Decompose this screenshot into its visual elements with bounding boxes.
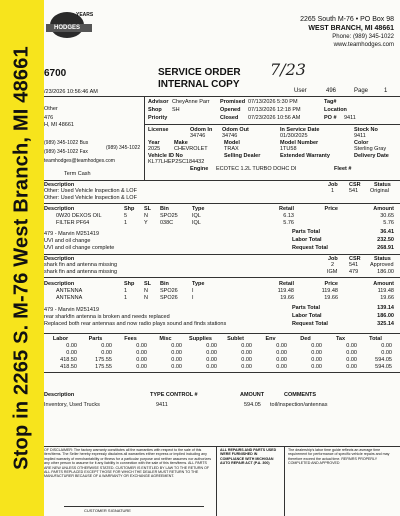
totals-cell: 0.00	[241, 343, 252, 349]
totals-cell: 594.05	[375, 357, 392, 363]
parts-header-cell: Amount	[373, 206, 394, 212]
totals-cell: 0.00	[241, 350, 252, 356]
totals-cell: 0.00	[101, 350, 112, 356]
totals-cell: 0.00	[136, 343, 147, 349]
parts-header-cell: Retail	[279, 206, 294, 212]
totals-header-cell: Ded	[300, 336, 311, 342]
parts-cell: 19.66	[324, 295, 338, 301]
parts-cell: 30.65	[380, 213, 394, 219]
totals-cell: 0.00	[171, 350, 182, 356]
totals-cell: 0.00	[206, 350, 217, 356]
totals-header-cell: Fees	[124, 336, 137, 342]
totals-header-cell: Total	[369, 336, 382, 342]
parts-cell: N	[144, 288, 148, 294]
totals-cell: 0.00	[206, 357, 217, 363]
promo-banner-text: Stop in 2265 S. M-76 West Branch, MI 48661	[10, 46, 33, 470]
parts-header-cell: Type	[192, 206, 205, 212]
totals-cell: 0.00	[276, 357, 287, 363]
totals-cell: 0.00	[346, 350, 357, 356]
dealer-phone: Phone: (989) 345-1022	[332, 34, 394, 40]
parts-header-cell: SL	[144, 281, 152, 287]
totals-cell: 0.00	[311, 357, 322, 363]
parts-cell: I	[192, 295, 194, 301]
totals-header-cell: Labor	[52, 336, 69, 342]
parts-header-cell: Shp	[124, 206, 135, 212]
parts-cell: 119.48	[321, 288, 338, 294]
service-order-sheet: YEARS HODGES 2265 South M-76 • PO Box 98 WEST BRANCH, MI 48661 Phone: (989) 345-1022 www.teamhodges.com 6700 SERVICE ORDER INTERNAL COPY 7/23 User 496 Page 1 /23/2026 10:56:46 AM Other 476 H, MI 48661 (989) 345-1022 Bus (989) 345-1022 (989) 345-1022 Fax teamhodges@teamhodges.com Term Cash Advisor CheyAnne Parr Shop SH Priority Promised 07/13/2026 5:30 PM Opened 07/13/2026 12:18 PM Closed 07/23/2026 10:56 AM Tag# Location PO # 9411 License Odom In 34746 Odom Out 34746 In Service Date 01/30/2025 Stock No 9411 Year 2025 Make CHEVROLET Model TRAX Model Number 1TU58 Color Sterling Gray Vehicle ID No KL77LHEP2SC184432 Selling Dealer Extended Warranty Delivery Date Engine ECOTEC 1.2L TURBO DOHC DI Fleet # Description Other: Used Vehicle Inspection & LOF Job 1 CSR 541 Status Original Other: Used Vehicle Inspection & LOF Description Shp SL Bin Type Retail Price Amount 0W20 DEXOS OIL 5 N SPO25 IQL 6.13 30.65 FILTER PF64 1 Y 038C IQL 5.76 5.76 Parts Total 36.41 479 - Marvin M251419 Labor Total 232.50 UVI and oil change UVI and oil change complete Request Total 268.91 Description shark fin and antenna missing Job 2 CSR 541 Status Approved shark fin and antenna missing IGM 479 186.00 Description Shp SL Bin Type Retail Price Amount ANTENNA 1 N SPO26 I 119.48 119.48 119.48 ANTENNA 1 N SPO26 I 19.66 19.66 19.66 Parts Total 139.14 479 - Marvin M251419 Labor Total 186.00 rear sharkfin antenna is broken and needs replaced Replaced both rear antennas and now radio plays sound and finds stations Request Total 325.14 Labor Parts Fees Misc Supplies Sublet Env Ded Tax Total 0.00 0.00 0.00 0.00 0.00 0.00 0.00 0.00 0.00 0.00 0.00 0.00 0.00 0.00 0.00 0.00 0.00 0.00 0.00 0.00 418.50 175.55 0.00 0.00 0.00 0.00 0.00 0.00 0.00 594.05 418.50 175.55 0.00 0.00 0.00 0.00 0.00 0.00 0.00 594.05 Description Inventory, Used Trucks TYPE CONTROL # 9411 AMOUNT 594.05 COMMENTS toil/inspection/antennas OF DISCLAIMER: The factory warranty constitutes all the warranties with respect to the sale of this item/items. The Seller hereby expressly disclaims all warranties either express or implied including any implied warranty of merchantability or fitness for a particular purpose and neither assumes nor authorizes any other person to assume for it any liability in connection with the sale of this item/items. ALL PARTS ARE NEW UNLESS OTHERWISE STATED. CUSTOMER IS ENTITLED BY LAW TO THE RETURN OF ALL PARTS REPLACED EXCEPT THOSE FOR WHICH THE DEALER MUST RETURN TO THE MANUFACTURER BECAUSE OF A WARRANTY OR EXCHANGE AGREEMENT. ALL REPAIRS AND PARTS USED WERE FURNISHED IN COMPLIANCE WITH MICHIGAN AUTO REPAIR ACT (P.A. 300) The dealership's labor time guide reflects an average time requirement for performance of specific vehicle repairs and may therefore exceed the actual time. REPAIRS PROPERLY COMPLETED AND APPROVED CUSTOMER SIGNATURE	[44, 0, 400, 516]
warranty-disclaimer: OF DISCLAIMER: The factory warranty constitutes all the warranties with respect to the sale of this item/items. The Seller hereby expressly disclaims all warranties either express or implied including any implied warranty of merchantability or fitness for a particular purpose and neither assumes nor authorizes any other person to assume for it any liability in connection with the sale of this item/items. ALL PARTS ARE NEW UNLESS OTHERWISE STATED. CUSTOMER IS ENTITLED BY LAW TO THE RETURN OF ALL PARTS REPLACED EXCEPT THOSE FOR WHICH THE DEALER MUST RETURN TO THE MANUFACTURER BECAUSE OF A WARRANTY OR EXCHANGE AGREEMENT.	[44, 448, 211, 479]
repair-act-notice: ALL REPAIRS AND PARTS USED WERE FURNISHED IN COMPLIANCE WITH MICHIGAN AUTO REPAIR ACT (P.A. 300)	[220, 448, 277, 466]
form-title: SERVICE ORDER	[158, 67, 241, 78]
totals-cell: 0.00	[381, 350, 392, 356]
parts-header-cell: Bin	[160, 281, 169, 287]
parts-cell: ANTENNA	[56, 288, 83, 294]
parts-header-cell: Price	[324, 281, 338, 287]
parts-header-cell: Description	[44, 281, 75, 287]
parts-header-cell: Type	[192, 281, 205, 287]
parts-header-cell: Retail	[279, 281, 294, 287]
vin-value: KL77LHEP2SC184432	[148, 159, 205, 165]
parts-cell: ANTENNA	[56, 295, 83, 301]
totals-cell: 0.00	[241, 364, 252, 370]
parts-cell: 5.76	[383, 220, 394, 226]
control-description: Inventory, Used Trucks	[44, 402, 100, 408]
parts-header-cell: SL	[144, 206, 152, 212]
parts-cell: IQL	[192, 220, 201, 226]
totals-cell: 0.00	[171, 357, 182, 363]
parts-cell: 0W20 DEXOS OIL	[56, 213, 102, 219]
totals-cell: 0.00	[276, 343, 287, 349]
totals-cell: 0.00	[206, 343, 217, 349]
parts-cell: SPO26	[160, 288, 178, 294]
totals-cell: 0.00	[276, 350, 287, 356]
totals-cell: 0.00	[136, 364, 147, 370]
totals-cell: 594.05	[375, 364, 392, 370]
parts-cell: 19.66	[380, 295, 394, 301]
printed-at: /23/2026 10:56:46 AM	[44, 89, 98, 95]
labor-guide-notice: The dealership's labor time guide reflects an average time requirement for performance of specific vehicle repairs and may therefore exceed the actual time. REPAIRS PROPERLY COMPLETED AND APPROVED	[288, 448, 390, 466]
totals-cell: 418.50	[60, 357, 77, 363]
parts-cell: 19.66	[280, 295, 294, 301]
totals-cell: 0.00	[136, 357, 147, 363]
totals-cell: 0.00	[171, 364, 182, 370]
totals-cell: 418.50	[60, 364, 77, 370]
totals-cell: 0.00	[311, 350, 322, 356]
dealer-website: www.teamhodges.com	[333, 42, 394, 48]
parts-cell: 1	[124, 295, 128, 301]
totals-cell: 0.00	[346, 343, 357, 349]
parts-header-cell: Amount	[373, 281, 394, 287]
totals-cell: 0.00	[66, 343, 77, 349]
parts-cell: I	[192, 288, 194, 294]
totals-header-cell: Sublet	[227, 336, 244, 342]
parts-cell: SPO25	[160, 213, 178, 219]
totals-header-cell: Misc	[159, 336, 172, 342]
parts-cell: 119.48	[277, 288, 294, 294]
parts-header-cell: Shp	[124, 281, 135, 287]
parts-cell: N	[144, 213, 148, 219]
totals-cell: 0.00	[311, 343, 322, 349]
parts-cell: 5.76	[283, 220, 294, 226]
order-number: 6700	[44, 68, 67, 79]
totals-header-cell: Supplies	[189, 336, 212, 342]
totals-cell: 0.00	[101, 343, 112, 349]
totals-cell: 0.00	[381, 343, 392, 349]
parts-header-cell: Description	[44, 206, 75, 212]
handwritten-date: 7/23	[270, 60, 306, 79]
page-number: 1	[384, 88, 388, 94]
parts-header-cell: Bin	[160, 206, 169, 212]
parts-cell: IQL	[192, 213, 201, 219]
totals-cell: 0.00	[206, 364, 217, 370]
totals-cell: 0.00	[66, 350, 77, 356]
totals-header-cell: Parts	[88, 336, 103, 342]
totals-cell: 175.55	[95, 357, 112, 363]
totals-header-cell: Env	[265, 336, 276, 342]
parts-cell: N	[144, 295, 148, 301]
dealer-address: 2265 South M-76 • PO Box 98	[300, 16, 394, 23]
parts-cell: 1	[124, 220, 128, 226]
job-2-description: shark fin and antenna missing	[44, 262, 118, 268]
customer-email: teamhodges@teamhodges.com	[44, 158, 115, 164]
job-1-description: Other: Used Vehicle Inspection & LOF	[44, 188, 137, 194]
parts-cell: 6.13	[283, 213, 294, 219]
signature-label: CUSTOMER SIGNATURE	[84, 508, 131, 513]
dealer-logo: YEARS HODGES	[46, 8, 92, 42]
totals-cell: 0.00	[171, 343, 182, 349]
parts-cell: Y	[144, 220, 148, 226]
totals-cell: 0.00	[346, 364, 357, 370]
dealer-city: WEST BRANCH, MI 48661	[308, 25, 394, 32]
promo-banner	[0, 0, 44, 516]
parts-cell: FILTER PF64	[56, 220, 90, 226]
totals-header-cell: Tax	[335, 336, 346, 342]
parts-cell: 1	[124, 288, 128, 294]
parts-cell: 038C	[160, 220, 174, 226]
parts-header-cell: Price	[324, 206, 338, 212]
parts-cell: SPO26	[160, 295, 178, 301]
totals-cell: 0.00	[276, 364, 287, 370]
totals-cell: 0.00	[346, 357, 357, 363]
totals-cell: 0.00	[311, 364, 322, 370]
form-subtitle: INTERNAL COPY	[158, 79, 240, 90]
totals-cell: 175.55	[95, 364, 112, 370]
totals-cell: 0.00	[241, 357, 252, 363]
user-id: 496	[326, 88, 337, 94]
totals-cell: 0.00	[136, 350, 147, 356]
parts-cell: 5	[124, 213, 128, 219]
parts-cell: 119.48	[377, 288, 394, 294]
